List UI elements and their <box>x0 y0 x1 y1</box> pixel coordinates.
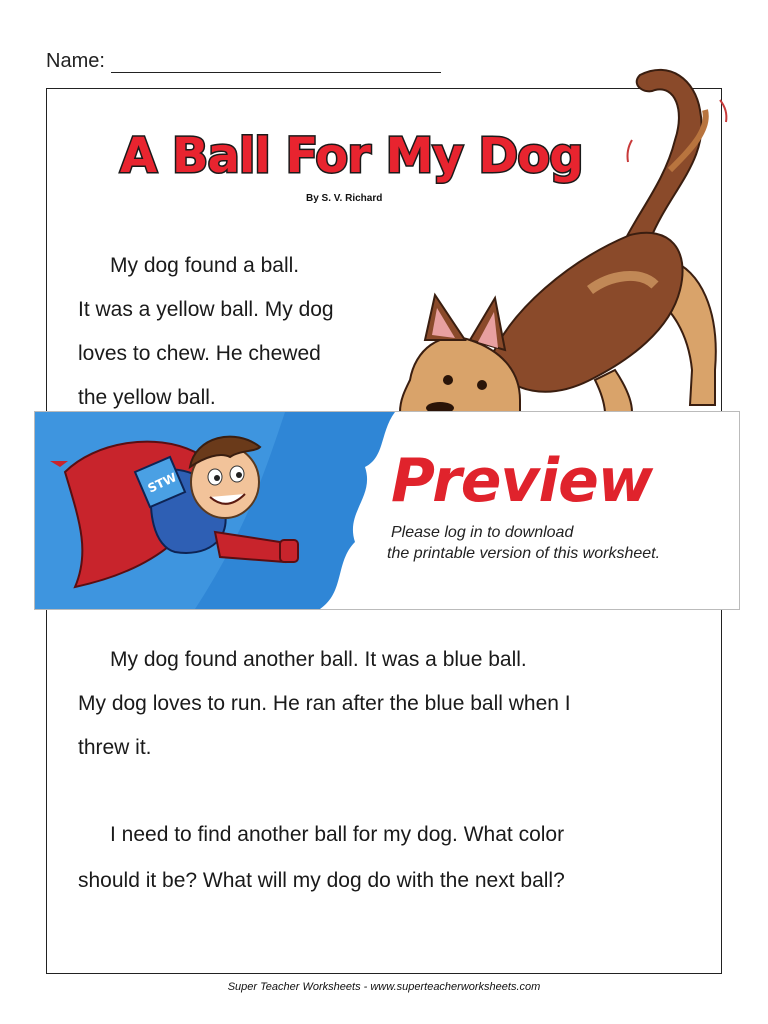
paragraph-3 <box>78 812 565 904</box>
paragraph-3-line-2: should it be? What will my dog do with the next ball? <box>78 869 565 892</box>
paragraph-2-line-1: My dog found another ball. It was a blue ball. <box>110 648 527 671</box>
paragraph-1-line-4: the yellow ball. <box>78 386 216 409</box>
paragraph-1-line-2: It was a yellow ball. My dog <box>78 298 334 321</box>
author-byline: By S. V. Richard <box>306 193 383 204</box>
paragraph-2-line-3: threw it. <box>78 736 152 759</box>
paragraph-2-line-2: My dog loves to run. He ran after the blue ball when I <box>78 692 571 715</box>
preview-title: Preview <box>391 446 653 516</box>
preview-banner[interactable] <box>34 411 740 610</box>
paragraph-1-line-1: My dog found a ball. <box>110 254 300 277</box>
paragraph-1 <box>78 244 334 420</box>
paragraph-1-line-3: loves to chew. He chewed <box>78 342 321 365</box>
paragraph-3-line-1: I need to find another ball for my dog. What color <box>110 823 565 846</box>
preview-message-line-2: the printable version of this worksheet. <box>387 545 661 562</box>
dog-illustration <box>370 40 760 412</box>
superhero-mascot <box>35 412 335 609</box>
svg-text:STW: STW <box>145 470 179 496</box>
footer-credit: Super Teacher Worksheets - www.superteacherworksheets.com <box>227 981 541 993</box>
name-label: Name: <box>46 50 105 72</box>
paragraph-2 <box>78 638 571 770</box>
preview-message-line-1: Please log in to download <box>391 524 574 541</box>
worksheet-title: A Ball For My Dog <box>120 128 583 184</box>
